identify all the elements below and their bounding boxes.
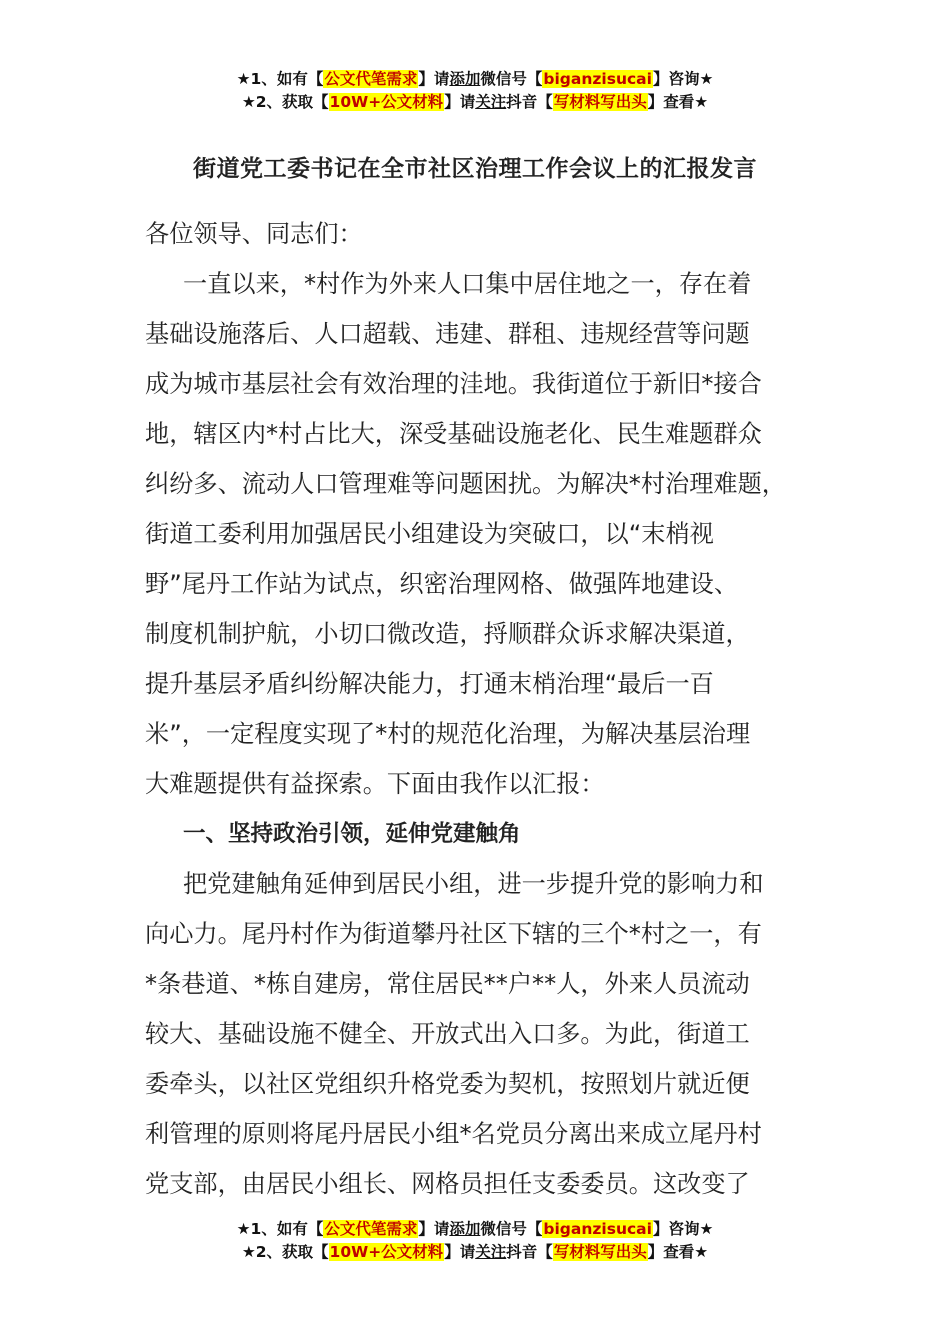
underlined-text: 关注: [475, 93, 507, 111]
body-line: 把党建触角延伸到居民小组，进一步提升党的影响力和: [183, 870, 764, 898]
banner-text: 】查看★: [647, 93, 709, 111]
body-line: 纠纷多、流动人口管理难等问题困扰。为解决*村治理难题，: [145, 470, 786, 498]
banner-line-2: [0, 91, 950, 114]
header-banner: [0, 68, 950, 114]
highlight-wechat-id: biganzisucai: [543, 70, 652, 88]
highlight-douyin-id: 写材料写出头: [553, 1243, 647, 1261]
highlight-wechat-id: biganzisucai: [543, 1220, 652, 1238]
body-line: 较大、基础设施不健全、开放式出入口多。为此，街道工: [145, 1020, 750, 1048]
banner-text: 微信号【: [480, 70, 543, 88]
banner-text: 】请: [418, 1220, 450, 1238]
underlined-text: 添加: [449, 70, 481, 88]
body-line: 委牵头，以社区党组织升格党委为契机，按照划片就近便: [145, 1070, 750, 1098]
document-title: 街道党工委书记在全市社区治理工作会议上的汇报发言: [193, 156, 757, 182]
body-line: 提升基层矛盾纠纷解决能力，打通末梢治理“最后一百: [145, 670, 714, 698]
body-line: 制度机制护航，小切口微改造，捋顺群众诉求解决渠道，: [145, 620, 750, 648]
banner-line-2: [0, 1241, 950, 1264]
body-line: 一直以来，*村作为外来人口集中居住地之一，存在着: [183, 270, 752, 298]
banner-text: ★1、如有【: [236, 1220, 324, 1238]
highlight-service: 公文代笔需求: [324, 70, 418, 88]
highlight-service: 公文代笔需求: [324, 1220, 418, 1238]
banner-text: 】查看★: [647, 1243, 709, 1261]
body-line: 野”尾丹工作站为试点，织密治理网格、做强阵地建设、: [145, 570, 739, 598]
banner-text: 抖音【: [506, 93, 553, 111]
underlined-text: 关注: [475, 1243, 507, 1261]
banner-text: 】请: [418, 70, 450, 88]
body-line: 地，辖区内*村占比大，深受基础设施老化、民生难题群众: [145, 420, 762, 448]
body-line: 米”，一定程度实现了*村的规范化治理，为解决基层治理: [145, 720, 751, 748]
body-line: *条巷道、*栋自建房，常住居民**户**人，外来人员流动: [145, 970, 750, 998]
banner-text: ★2、获取【: [241, 1243, 329, 1261]
banner-text: 抖音【: [506, 1243, 553, 1261]
banner-line-1: [0, 68, 950, 91]
underlined-text: 添加: [449, 1220, 481, 1238]
body-line: 党支部，由居民小组长、网格员担任支委委员。这改变了: [145, 1170, 750, 1198]
body-line: 向心力。尾丹村作为街道攀丹社区下辖的三个*村之一，有: [145, 920, 762, 948]
banner-text: 】请: [444, 93, 476, 111]
highlight-materials: 10W+公文材料: [329, 93, 444, 111]
highlight-materials: 10W+公文材料: [329, 1243, 444, 1261]
body-line: 利管理的原则将尾丹居民小组*名党员分离出来成立尾丹村: [145, 1120, 762, 1148]
section-heading: 一、坚持政治引领，延伸党建触角: [183, 821, 521, 847]
banner-text: 】请: [444, 1243, 476, 1261]
banner-line-1: [0, 1218, 950, 1241]
body-line: 基础设施落后、人口超载、违建、群租、违规经营等问题: [145, 320, 750, 348]
highlight-douyin-id: 写材料写出头: [553, 93, 647, 111]
footer-banner: [0, 1218, 950, 1264]
banner-text: ★2、获取【: [241, 93, 329, 111]
body-line: 大难题提供有益探索。下面由我作以汇报：: [145, 770, 605, 798]
banner-text: 】咨询★: [652, 1220, 714, 1238]
body-line: 街道工委利用加强居民小组建设为突破口，以“末梢视: [145, 520, 714, 548]
banner-text: ★1、如有【: [236, 70, 324, 88]
document-body: [145, 209, 835, 1209]
salutation: 各位领导、同志们：: [145, 220, 363, 248]
banner-text: 微信号【: [480, 1220, 543, 1238]
body-line: 成为城市基层社会有效治理的洼地。我街道位于新旧*接合: [145, 370, 762, 398]
banner-text: 】咨询★: [652, 70, 714, 88]
